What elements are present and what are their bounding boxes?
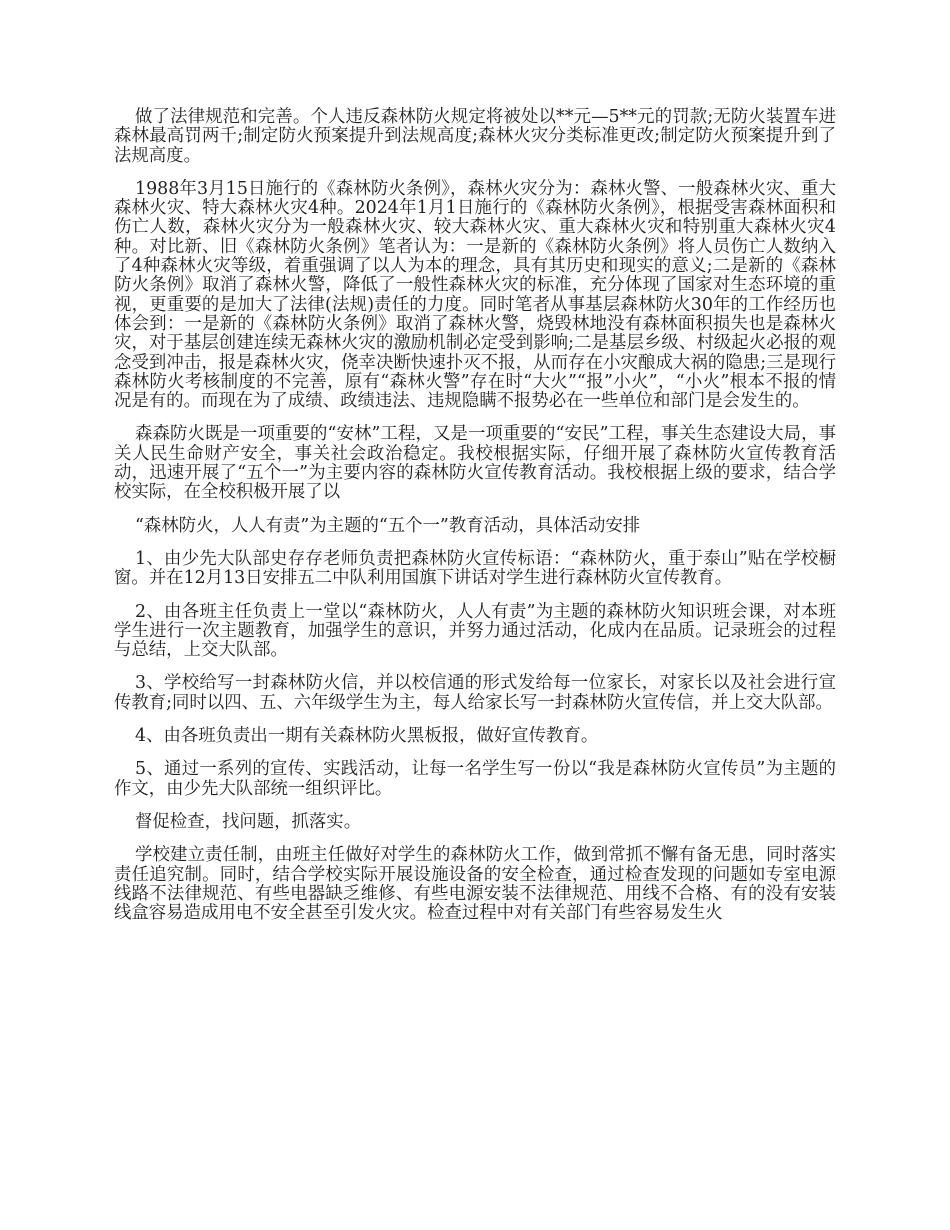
list-item-5: 5、通过一系列的宣传、实践活动，让每一名学生写一份以“我是森林防火宣传员”为主题的作文，由少先大队部统一组织评比。: [114, 759, 836, 799]
list-item-4: 4、由各班负责出一期有关森林防火黑板报，做好宣传教育。: [135, 726, 599, 747]
list-item-2: 2、由各班主任负责上一堂以“森林防火，人人有责”为主题的森林防火知识班会课，对本班学生进行一次主题教育，加强学生的意识，并努力通过活动，化成内在品质。记录班会的过程与总结，上交大队部。: [114, 601, 836, 661]
section-heading-inspection: 督促检查，找问题，抓落实。: [135, 811, 362, 832]
paragraph-responsibility: 学校建立责任制，由班主任做好对学生的森林防火工作，做到常抓不懈有备无患，同时落实责任追究制。同时，结合学校实际开展设施设备的安全检查，通过检查发现的问题如专室电源线路不法律规范、有些电器缺乏维修、有些电源安装不法律规范、用线不合格、有的没有安装线盒容易造成用电不安全甚至引发火灾。检查过程中对有关部门有些容易发生火: [114, 845, 836, 924]
paragraph-legal-revision: 做了法律规范和完善。个人违反森林防火规定将被处以**元—5**元的罚款;无防火装置车进森林最高罚两千;制定防火预案提升到法规高度;森林火灾分类标准更改;制定防火预案提升到了法规高度。: [114, 107, 836, 166]
paragraph-fire-classification: 1988年3月15日施行的《森林防火条例》，森林火灾分为：森林火警、一般森林火灾、重大森林火灾、特大森林火灾4种。2024年1月1日施行的《森林防火条例》，根据受害森林面积和伤亡人数，森林火灾分为一般森林火灾、较大森林火灾、重大森林火灾和特别重大森林火灾4种。对比新、旧《森林防火条例》笔者认为：一是新的《森林防火条例》将人员伤亡人数纳入了4种森林火灾等级，着重强调了以人为本的理念，具有其历史和现实的意义;二是新的《森林防火条例》取消了森林火警，降低了一般性森林火灾的标准，充分体现了国家对生态环境的重视，更重要的是加大了法律(法规)责任的力度。同时笔者从事基层森林防火30年的工作经历也体会到：一是新的《森林防火条例》取消了森林火警，烧毁林地没有森林面积损失也是森林火灾，对于基层创建连续无森林火灾的激励机制必定受到影响;二是基层乡级、村级起火必报的观念受到冲击，报是森林火灾，侥幸决断快速扑灭不报，从而存在小灾酿成大祸的隐患;三是现行森林防火考核制度的不完善，原有“森林火警”存在时“大火”“报”小火”，“小火”根本不报的情况是有的。而现在为了成绩、政绩违法、违规隐瞒不报势必在一些单位和部门是会发生的。: [114, 178, 836, 412]
list-item-1: 1、由少先大队部史存存老师负责把森林防火宣传标语：“森林防火，重于泰山”贴在学校橱窗。并在12月13日安排五二中队利用国旗下讲话对学生进行森林防火宣传教育。: [114, 548, 836, 589]
document-body: [114, 108, 836, 937]
paragraph-campaign-theme: “森林防火，人人有责”为主题的“五个一”教育活动，具体活动安排: [135, 515, 641, 536]
list-item-3: 3、学校给写一封森林防火信，并以校信通的形式发给每一位家长，对家长以及社会进行宣传教育;同时以四、五、六年级学生为主，每人给家长写一封森林防火宣传信，并上交大队部。: [114, 673, 836, 713]
paragraph-school-campaign: 森森防火既是一项重要的“安林”工程，又是一项重要的“安民”工程，事关生态建设大局，事关人民生命财产安全，事关社会政治稳定。我校根据实际，仔细开展了森林防火宣传教育活动，迅速开展了“五个一”为主要内容的森林防火宣传教育活动。我校根据上级的要求，结合学校实际，在全校积极开展了以: [114, 424, 836, 503]
